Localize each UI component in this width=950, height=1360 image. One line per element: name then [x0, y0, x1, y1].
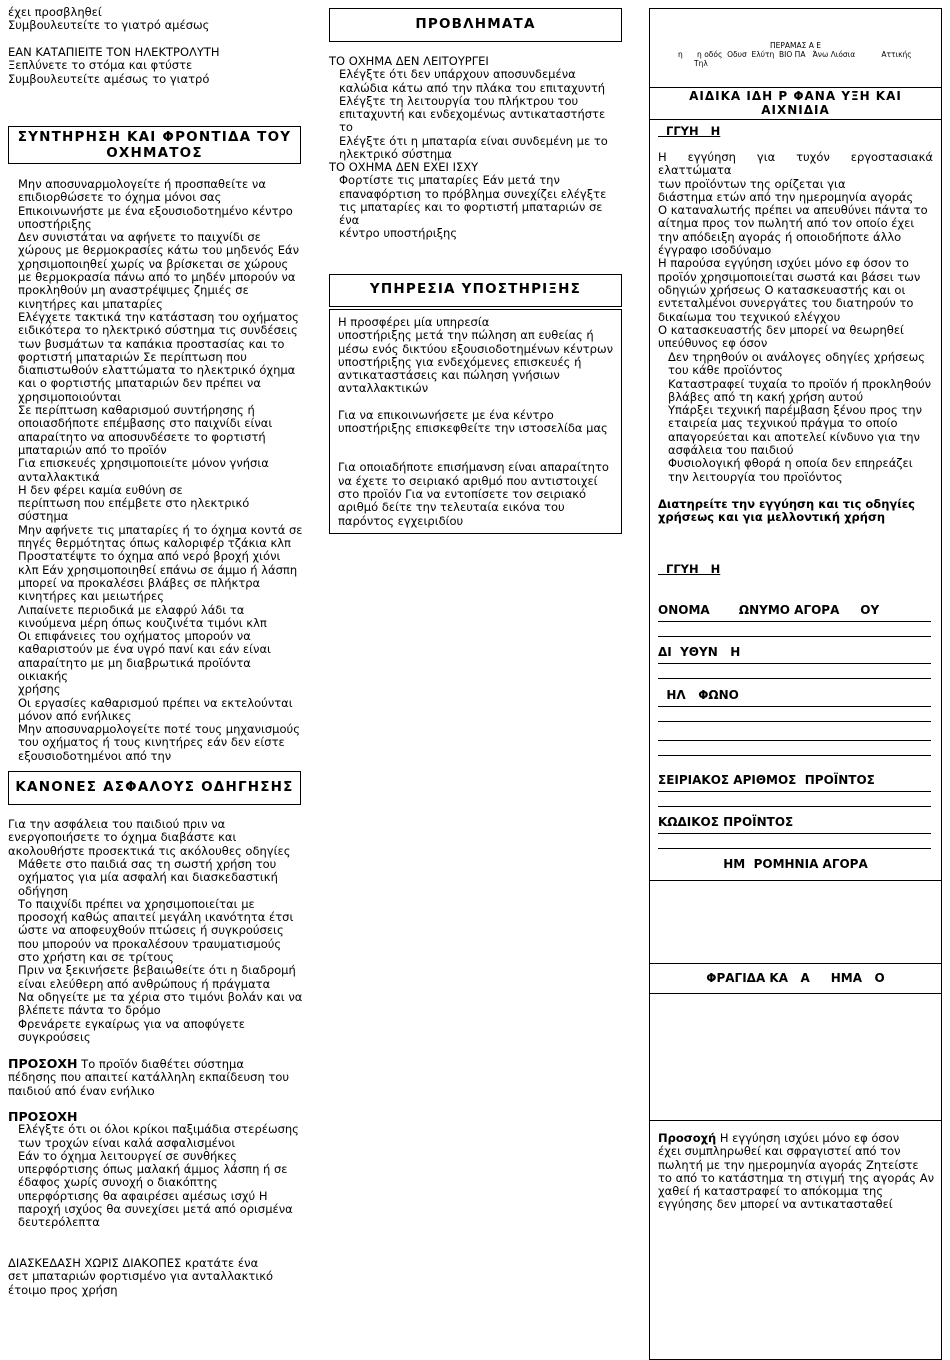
- swallow-heading: ΕΑΝ ΚΑΤΑΠΙΕΙΤΕ ΤΟΝ ΗΛΕΚΤΡΟΛΥΤΗ: [8, 45, 220, 59]
- text-line: κινητήρες και μπαταρίες: [18, 296, 163, 311]
- text-line: να έχετε το σειριακό αριθμό που αντιστοιχεί: [338, 473, 598, 488]
- problems-title: ΠΡΟΒΛΗΜΑΤΑ: [329, 8, 622, 42]
- form-line[interactable]: [658, 791, 931, 792]
- text-line: Φυσιολογική φθορά η οποία δεν επηρεάζει: [668, 456, 913, 471]
- text-line: Πριν να ξεκινήσετε βεβαιωθείτε ότι η διαδρομή: [18, 963, 296, 978]
- text-line: σετ μπαταριών φορτισμένο για ανταλλακτικό: [8, 1269, 274, 1284]
- text-line: πηγές θερμότητας όπως καλοριφέρ τζάκια κλπ: [18, 536, 291, 551]
- field-phone: ΗΛ ΦΩΝΟ: [658, 688, 739, 702]
- text-line: έγγραφο ισοδύναμο: [658, 243, 772, 258]
- form-line[interactable]: [658, 706, 931, 707]
- text-line: Φορτίστε τις μπαταρίες Εάν μετά την: [339, 173, 560, 188]
- card-title: ΑΙΔΙΚΑ ΙΔΗ Ρ ΦΑΝΑ ΥΞΗ ΚΑΙ ΑΙΧΝΙΔΙΑ: [689, 89, 902, 117]
- text-line: του κάθε προϊόντος: [668, 363, 783, 378]
- text-line: φορτιστή μπαταριών Σε περίπτωση που: [18, 349, 247, 364]
- text-line: Λιπαίνετε περιοδικά με ελαφρύ λάδι τα: [18, 602, 245, 617]
- text-line: των βυσμάτων τα καπάκια προστασίας και το: [18, 336, 285, 351]
- form-line[interactable]: [658, 663, 931, 664]
- text-line: Ελέγξτε ότι δεν υπάρχουν αποσυνδεμένα: [339, 67, 576, 82]
- text-line: Ελέγξτε ότι οι όλοι κρίκοι παξιμάδια στερέωσης: [18, 1122, 299, 1137]
- text-line: προσοχή καθώς απαιτεί μεγάλη ικανότητα έτσι: [18, 910, 294, 925]
- text-line: Η παρούσα εγγύηση ισχύει μόνο εφ όσον το: [658, 256, 909, 271]
- text-line: υποστήριξης για ενδεχόμενες επισκευές ή: [338, 354, 582, 369]
- text-line: παιδιού από έναν ενήλικο: [8, 1083, 155, 1098]
- text-line: Για επισκευές χρησιμοποιείτε μόνον γνήσια: [18, 456, 269, 471]
- text-line: Προστατέψτε το όχημα από νερό βροχή χιόνι: [18, 549, 281, 564]
- text-line: εγγύησης δεν μπορεί να αντικατασταθεί: [658, 1197, 893, 1212]
- warranty-label: ΓΓΥΗ Η: [658, 124, 721, 138]
- text-line: Συμβουλευτείτε αμέσως το γιατρό: [8, 71, 210, 86]
- problem-2: [329, 161, 622, 241]
- text-line: Δεν συνιστάται να αφήνετε το παιχνίδι σε: [18, 230, 261, 245]
- text-line: Η εγγύηση για τυχόν εργοστασιακά ελαττώματα: [658, 150, 933, 178]
- warranty-paragraph: [658, 324, 933, 351]
- form-label: ΓΓΥΗ Η: [658, 562, 721, 576]
- text-line: εταιρεία μας τεχνικού πράγμα το οποίο: [668, 416, 898, 431]
- validity-note: [658, 1132, 936, 1212]
- text-line: ηλεκτρικό σύστημα: [339, 147, 453, 162]
- form-line[interactable]: [658, 636, 931, 637]
- text-line: δικαίωμα του τεχνικού ελέγχου: [658, 309, 841, 324]
- text-line: την απόδειξη αγοράς ή οποιοδήποτε άλλο: [658, 229, 902, 244]
- text-line: οχήματος για μία ασφαλή και διασκεδαστική: [18, 870, 278, 885]
- company-address: η η οδός Οδυσ Ελύτη ΒΙΟ ΠΑ Άνω Λιόσια Αττικής: [678, 50, 912, 59]
- text-line: Για οποιαδήποτε επισήμανση είναι απαραίτητο: [338, 460, 609, 475]
- text-line: ενεργοποιήσετε το όχημα διαβάστε και: [8, 830, 237, 845]
- care-title: ΣΥΝΤΗΡΗΣΗ ΚΑΙ ΦΡΟΝΤΙΔΑ ΤΟΥ ΟΧΗΜΑΤΟΣ: [8, 126, 301, 164]
- stamp-box[interactable]: [650, 1120, 941, 1121]
- text-line: μόνον από ενήλικες: [18, 708, 132, 723]
- text-line: Καταστραφεί τυχαία το προϊόν ή προκληθούν: [668, 376, 932, 391]
- text-line: στο προϊόν Για να εντοπίσετε τον σειριακό: [338, 486, 587, 501]
- text-line: χώρους με θερμοκρασίες κάτω του μηδενός Εάν: [18, 243, 300, 258]
- text-line: χρήσεως και για μελλοντική χρήση: [658, 510, 886, 525]
- text-line: κλπ Εάν χρησιμοποιηθεί επάνω σε άμμο ή λάσπη: [18, 562, 298, 577]
- text-line: την λειτουργία του προϊόντος: [668, 469, 843, 484]
- text-line: απαγορεύεται και αποτελεί κίνδυνο για την: [668, 429, 920, 444]
- form-line[interactable]: [658, 806, 931, 807]
- text-line: περίπτωση που επέμβετε στο ηλεκτρικό: [18, 496, 250, 511]
- text-line: Ο κατασκευαστής δεν μπορεί να θεωρηθεί: [658, 323, 904, 337]
- text-line: σύστημα: [18, 509, 69, 524]
- text-line: Η δεν φέρει καμία ευθύνη σε: [18, 482, 183, 497]
- text-line: υποστήριξης μετά την πώληση απ ευθείας ή: [338, 328, 594, 343]
- company-phone: Τηλ: [694, 59, 708, 68]
- text-line: χρήσης: [18, 682, 61, 697]
- caution-label: ΠΡΟΣΟΧΗ: [8, 1056, 78, 1071]
- note-label: Προσοχή: [658, 1131, 717, 1145]
- text-line: Η εγγύηση ισχύει μόνο εφ όσον: [716, 1131, 900, 1145]
- fun-note: [8, 1257, 273, 1297]
- text-line: αριθμό δείτε την τελευταία εικόνα του: [338, 500, 565, 515]
- text-line: έχει προσβληθεί: [8, 5, 102, 19]
- form-line[interactable]: [658, 678, 931, 679]
- text-line: αντικαταστάσεις και πώληση γνήσιων: [338, 368, 560, 383]
- text-line: διαπιστωθούν ελαττώματα το ηλεκτρικό όχημα: [18, 363, 296, 378]
- text-line: αίτημα προς τον πωλητή από τον οποίο έχει: [658, 216, 915, 231]
- field-purchase-date: ΗΜ ΡΟΜΗΝΙΑ ΑΓΟΡΑ: [723, 857, 868, 871]
- text-line: εξουσιοδοτημένοι από την: [18, 748, 172, 763]
- problem-heading: ΤΟ ΟΧΗΜΑ ΔΕΝ ΕΧΕΙ ΙΣΧΥ: [329, 160, 479, 174]
- text-line: μπορεί να προκαλέσει βλάβες σε πλήκτρα: [18, 575, 261, 590]
- text-line: Εάν το όχημα λειτουργεί σε συνθήκες: [18, 1148, 238, 1163]
- text-line: Να οδηγείτε με τα χέρια στο τιμόνι βολάν και να: [18, 989, 303, 1004]
- safety-intro: [8, 818, 290, 858]
- safety-title: ΚΑΝΟΝΕΣ ΑΣΦΑΛΟΥΣ ΟΔΗΓΗΣΗΣ: [8, 771, 301, 805]
- text-line: Το παιχνίδι πρέπει να χρησιμοποιείται με: [18, 896, 255, 911]
- text-line: Ξεπλύνετε το στόμα και φτύστε: [8, 58, 193, 73]
- text-line: μπαταριών από το προϊόν: [18, 442, 167, 457]
- warranty-card: [649, 8, 942, 1360]
- text-line: Μην αφήνετε τις μπαταρίες ή το όχημα κοντά σε: [18, 522, 303, 537]
- text-line: στο χρήστη και σε τρίτους: [18, 950, 174, 965]
- text-line: χαθεί ή καταστραφεί το απόκομμα της: [658, 1184, 884, 1199]
- problem-1: [329, 55, 622, 161]
- problem-heading: ΤΟ ΟΧΗΜΑ ΔΕΝ ΛΕΙΤΟΥΡΓΕΙ: [329, 54, 489, 68]
- text-line: ακολουθήστε προσεκτικά τις ακόλουθες οδηγίες: [8, 843, 291, 858]
- text-line: υπερφόρτισης θα αφαιρέσει αμέσως ισχύ Η: [18, 1188, 268, 1203]
- text-line: απαραίτητο με μη διαβρωτικά προϊόντα οικιακής: [18, 655, 251, 683]
- date-box[interactable]: [650, 963, 941, 964]
- text-line: ειδικότερα το ηλεκτρικό σύστημα τις συνδέσεις: [18, 323, 298, 338]
- support-title: ΥΠΗΡΕΣΙΑ ΥΠΟΣΤΗΡΙΞΗΣ: [329, 274, 622, 307]
- warranty-conditions: [658, 351, 943, 484]
- text-line: διάστημα ετών από την ημερομηνία αγοράς: [658, 189, 914, 204]
- text-line: μέσω ενός δικτύου εξουσιοδοτημένων κέντρων: [338, 341, 613, 356]
- field-product-code: ΚΩΔΙΚΟΣ ΠΡΟΪΝΤΟΣ: [658, 815, 794, 829]
- safety-list: [8, 858, 302, 1044]
- text-line: Ελέγξτε ότι η μπαταρία είναι συνδεμένη με το: [339, 133, 608, 148]
- swallow-section: [8, 46, 220, 86]
- text-line: με θερμοκρασία πάνω από το μηδέν μπορούν να: [18, 270, 296, 285]
- text-line: επαναφόρτιση το πρόβλημα συνεχίζει ελέγξτε: [339, 186, 607, 201]
- intro-text: [8, 6, 209, 33]
- keep-note: [658, 498, 933, 525]
- warranty-paragraph: [658, 151, 933, 324]
- text-line: κινητήρες και μειωτήρες: [18, 589, 164, 604]
- text-line: υπεύθυνος εφ όσον: [658, 336, 768, 351]
- text-line: ασφάλεια του παιδιού: [668, 443, 794, 458]
- form-line[interactable]: [658, 833, 931, 834]
- text-line: χρησιμοποιούνται: [18, 389, 122, 404]
- text-line: Φρενάρετε εγκαίρως για να αποφύγετε: [18, 1016, 246, 1031]
- care-list: [8, 178, 303, 763]
- text-line: ΔΙΑΣΚΕΔΑΣΗ ΧΩΡΙΣ ΔΙΑΚΟΠΕΣ κρατάτε ένα: [8, 1256, 259, 1270]
- field-address: ΔΙ ΥΘΥΝ Η: [658, 645, 741, 659]
- text-line: παρόντος εγχειριδίου: [338, 513, 464, 528]
- text-line: πέδησης που απαιτεί κατάλληλη εκπαίδευση του: [8, 1070, 290, 1085]
- text-line: Διατηρείτε την εγγύηση και τις οδηγίες: [658, 497, 915, 511]
- text-line: συγκρούσεις: [18, 1029, 91, 1044]
- note-text: [658, 1145, 936, 1211]
- stamp-label: ΦΡΑΓΙΔΑ ΚΑ Α ΗΜΑ Ο: [706, 971, 885, 985]
- caution-label: ΠΡΟΣΟΧΗ: [8, 1109, 78, 1124]
- support-paragraph: [338, 409, 613, 436]
- text-line: πωλητή με την ημερομηνία αγοράς Ζητείστε: [658, 1157, 919, 1172]
- text-line: Οι εργασίες καθαρισμού πρέπει να εκτελούνται: [18, 695, 293, 710]
- form-line[interactable]: [658, 755, 931, 756]
- text-line: των προϊόντων της ορίζεται για: [658, 176, 846, 191]
- text-line: οδήγηση: [18, 883, 69, 898]
- text-line: Δεν τηρηθούν οι ανάλογες οδηγίες χρήσεως: [668, 350, 925, 364]
- text-line: έχει συμπληρωθεί και σφραγιστεί από τον: [658, 1144, 901, 1159]
- text-line: καλώδια κάτω από την πλάκα του επιταχυντή: [339, 80, 606, 95]
- text-line: Για να επικοινωνήσετε με ένα κέντρο: [338, 407, 554, 422]
- text-line: Οι επιφάνειες του οχήματος μπορούν να: [18, 629, 251, 644]
- support-paragraph: [338, 461, 613, 527]
- text-line: επιδιορθώσετε το όχημα μόνοι σας: [18, 190, 222, 205]
- text-line: Υπάρξει τεχνική παρέμβαση ξένου προς την: [668, 403, 923, 418]
- text-line: οδηγιών χρήσεως Ο κατασκευαστής και οι: [658, 282, 906, 297]
- text-line: παροχή ισχύος θα συνεχίσει μετά από ορισμένα: [18, 1202, 293, 1217]
- text-line: Συμβουλευτείτε το γιατρό αμέσως: [8, 18, 210, 33]
- form-line[interactable]: [658, 721, 931, 722]
- support-paragraph: [338, 316, 613, 396]
- problem-list: [329, 68, 622, 161]
- caution-list: [8, 1123, 299, 1229]
- text-line: υποστήριξης επισκεφθείτε την ιστοσελίδα μας: [338, 421, 608, 436]
- text-line: εντεταλμένοι συνεργάτες του διατηρούν το: [658, 296, 914, 311]
- text-line: υπερφόρτισης όπως μαλακή άμμος λάσπη ή σε: [18, 1162, 288, 1177]
- text-line: καθαριστούν με ένα υγρό πανί και εάν είναι: [18, 642, 271, 657]
- text-line: των τροχών είναι καλά ασφαλισμένοι: [18, 1135, 236, 1150]
- text-line: Επικοινωνήστε με ένα εξουσιοδοτημένο κέντρο: [18, 203, 293, 218]
- text-line: Η προσφέρει μία υπηρεσία: [338, 315, 490, 329]
- form-line[interactable]: [658, 621, 931, 622]
- text-line: έτοιμο προς χρήση: [8, 1282, 118, 1297]
- text-line: το από το κατάστημα τη στιγμή της αγοράς Αν: [658, 1170, 934, 1185]
- text-line: κινούμενα μέρη όπως κουζινέτα τιμόνι κλπ: [18, 615, 267, 630]
- text-line: ώστε να αποφευχθούν πτώσεις ή συγκρούσεις: [18, 923, 284, 938]
- text-line: Ελέγχετε τακτικά την κατάσταση του οχήματος: [18, 309, 299, 324]
- text-line: Μην αποσυναρμολογείτε ποτέ τους μηχανισμούς: [18, 722, 300, 737]
- field-serial: ΣΕΙΡΙΑΚΟΣ ΑΡΙΘΜΟΣ ΠΡΟΪΝΤΟΣ: [658, 773, 875, 787]
- text-line: ανταλλακτικών: [338, 381, 429, 396]
- text-line: που μπορούν να προκαλέσουν τραυματισμούς: [18, 936, 282, 951]
- text-line: βλάβες από τη κακή χρήση αυτού: [668, 389, 864, 404]
- text-line: Το προϊόν διαθέτει σύστημα: [77, 1057, 244, 1071]
- text-line: προκληθούν μη αναστρέψιμες ζημιές σε: [18, 283, 249, 298]
- text-line: Μάθετε στο παιδιά σας τη σωστή χρήση του: [18, 857, 277, 871]
- text-line: Σε περίπτωση καθαρισμού συντήρησης ή: [18, 403, 255, 418]
- text-line: δευτερόλεπτα: [18, 1215, 100, 1230]
- text-line: προϊόν χρησιμοποιείται σωστά και βάσει των: [658, 269, 921, 284]
- text-line: υποστήριξης: [18, 216, 92, 231]
- text-line: Για την ασφάλεια του παιδιού πριν να: [8, 817, 226, 831]
- caution-1: [8, 1057, 289, 1098]
- form-line[interactable]: [658, 740, 931, 741]
- text-line: του οχήματος ή τους κινητήρες εάν δεν είστε: [18, 735, 285, 750]
- text-line: ανταλλακτικά: [18, 469, 100, 484]
- text-line: τις μπαταρίες και το φορτιστή μπαταριών σε ένα: [339, 199, 603, 228]
- caution-2: [8, 1110, 299, 1230]
- text-line: απαραίτητο να αποσυνδέσετε το φορτιστή: [18, 429, 266, 444]
- text-line: επιταχυντή και ενδεχομένως αντικαταστήστε το: [339, 107, 606, 135]
- text-line: Ελέγξτε τη λειτουργία του πλήκτρου του: [339, 93, 579, 108]
- field-buyer-name: ΟΝΟΜΑ ΩΝΥΜΟ ΑΓΟΡΑ ΟΥ: [658, 603, 880, 617]
- text-line: Μην αποσυναρμολογείτε ή προσπαθείτε να: [18, 177, 266, 191]
- text-line: και ο φορτιστής μπαταριών δεν πρέπει να: [18, 376, 261, 391]
- text-line: είναι ελεύθερη από ανθρώπους ή πράγματα: [18, 976, 271, 991]
- text-line: χρησιμοποιηθεί χωρίς να βρίσκεται σε χώρους: [18, 256, 289, 271]
- company-name: ΠΕΡΑΜΑΣ Α Ε: [769, 41, 821, 50]
- text-line: οποιασδήποτε επέμβασης στο παιχνίδι είναι: [18, 416, 273, 431]
- text-line: έδαφος χωρίς συνοχή ο διακόπτης: [18, 1175, 218, 1190]
- text-line: βλέπετε πάντα το δρόμο: [18, 1003, 161, 1018]
- text-line: κέντρο υποστήριξης: [339, 226, 458, 241]
- form-line[interactable]: [658, 848, 931, 849]
- problem-list: [329, 174, 622, 240]
- support-box: [329, 309, 622, 534]
- text-line: Ο καταναλωτής πρέπει να απευθύνει πάντα το: [658, 203, 928, 218]
